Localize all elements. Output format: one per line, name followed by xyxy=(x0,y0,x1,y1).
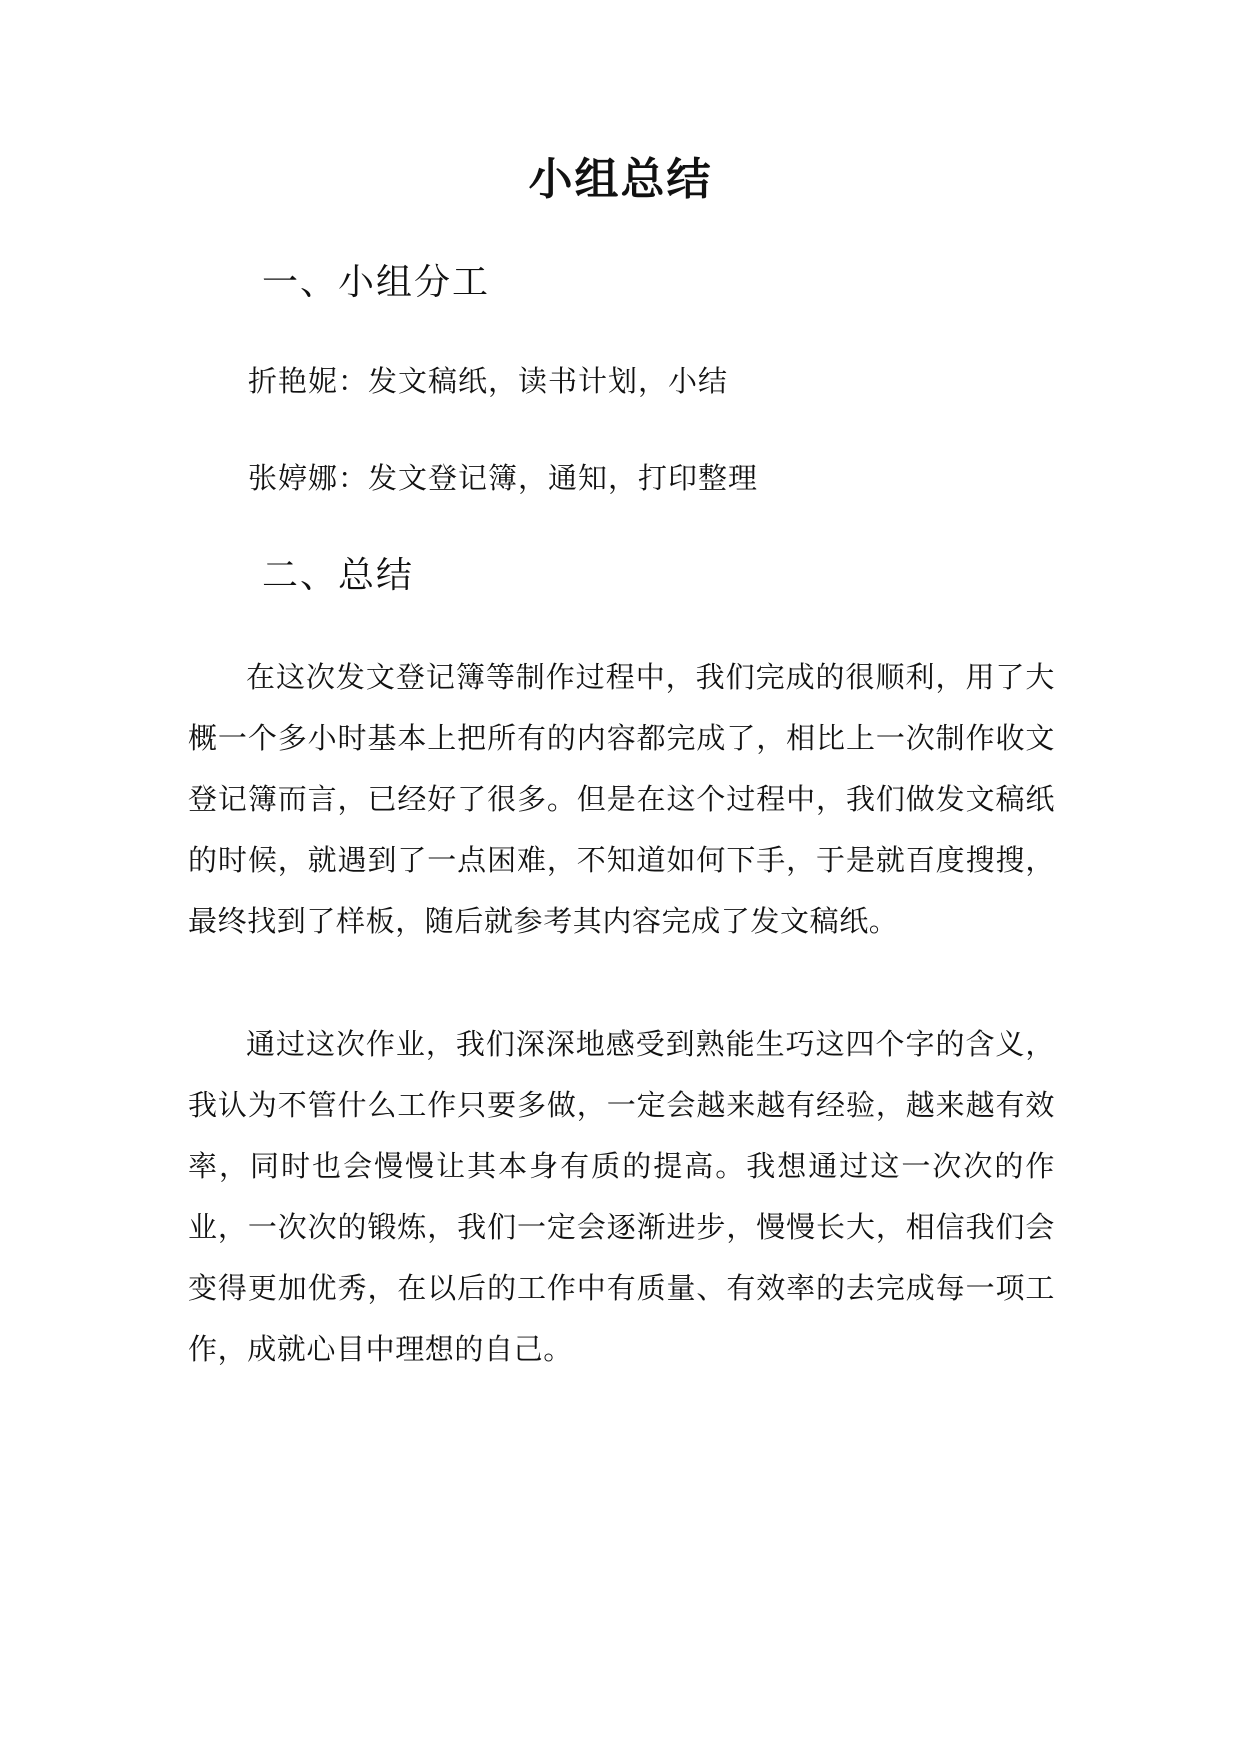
section-heading-division: 一、小组分工 xyxy=(262,262,491,303)
section-heading-summary: 二、总结 xyxy=(262,555,415,596)
summary-paragraph-1: 在这次发文登记簿等制作过程中，我们完成的很顺利，用了大概一个多小时基本上把所有的内容都完成了，相比上一次制作收文登记簿而言，已经好了很多。但是在这个过程中，我们做发文稿纸的时候，就遇到了一点困难，不知道如何下手，于是就百度搜搜，最终找到了样板，随后就参考其内容完成了发文稿纸。 xyxy=(188,660,1055,938)
division-line-1: 折艳妮：发文稿纸，读书计划，小结 xyxy=(248,364,729,398)
division-line-2: 张婷娜：发文登记簿，通知，打印整理 xyxy=(248,461,759,495)
summary-paragraph-2: 通过这次作业，我们深深地感受到熟能生巧这四个字的含义，我认为不管什么工作只要多做，一定会越来越有经验，越来越有效率，同时也会慢慢让其本身有质的提高。我想通过这一次次的作业，一次次的锻炼，我们一定会逐渐进步，慢慢长大，相信我们会变得更加优秀，在以后的工作中有质量、有效率的去完成每一项工作，成就心目中理想的自己。 xyxy=(188,1027,1055,1366)
document-title: 小组总结 xyxy=(528,154,713,205)
